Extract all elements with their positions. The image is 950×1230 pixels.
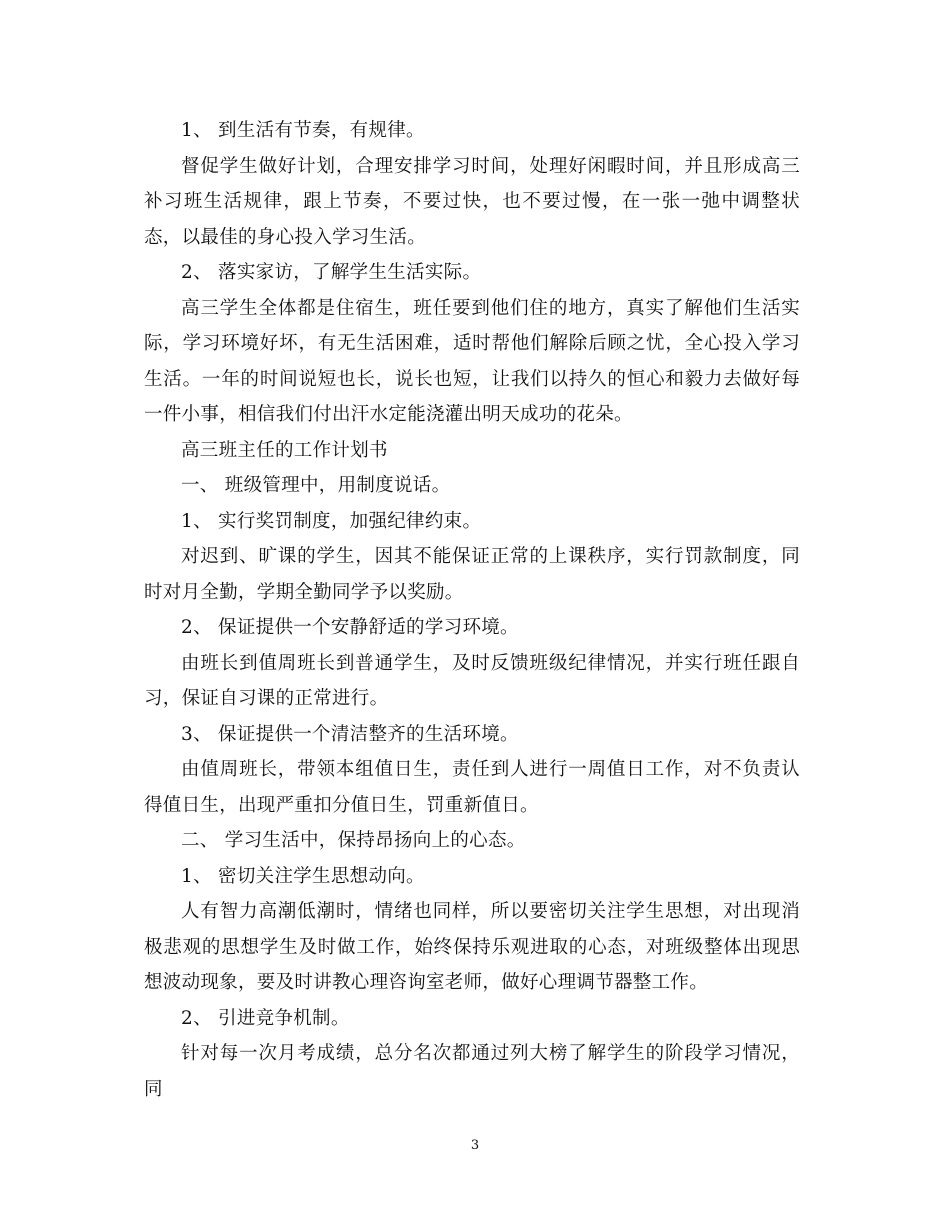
paragraph-1: 1、 到生活有节奏，有规律。 — [181, 120, 425, 141]
paragraph-17: 针对每一次月考成绩，总分名次都通过列大榜了解学生的阶段学习情况，同 — [144, 1043, 800, 1100]
paragraph-11: 3、 保证提供一个清洁整齐的生活环境。 — [181, 723, 519, 745]
paragraph-6: 一、 班级管理中，用制度说话。 — [181, 475, 451, 496]
paragraph-13: 二、 学习生活中，保持昂扬向上的心态。 — [181, 830, 526, 851]
paragraph-12: 由值周班长，带领本组值日生，责任到人进行一周值日工作，对不负责认得值日生，出现严重扣分值日生，罚重新值日。 — [144, 759, 800, 816]
paragraph-3: 2、 落实家访，了解学生生活实际。 — [181, 262, 482, 283]
paragraph-7: 1、 实行奖罚制度，加强纪律约束。 — [181, 510, 482, 532]
paragraph-2: 督促学生做好计划，合理安排学习时间，处理好闲暇时间，并且形成高三补习班生活规律，跟上节奏，不要过快，也不要过慢，在一张一弛中调整状态，以最佳的身心投入学习生活。 — [144, 155, 800, 248]
paragraph-8: 对迟到、旷课的学生，因其不能保证正常的上课秩序，实行罚款制度，同时对月全勤，学期全勤同学予以奖励。 — [144, 546, 800, 603]
paragraph-9: 2、 保证提供一个安静舒适的学习环境。 — [181, 617, 519, 638]
paragraph-10: 由班长到值周班长到普通学生，及时反馈班级纪律情况，并实行班任跟自习，保证自习课的正常进行。 — [144, 652, 800, 709]
document-page — [144, 113, 800, 1107]
paragraph-5: 高三班主任的工作计划书 — [181, 439, 388, 461]
paragraph-15: 人有智力高潮低潮时，情绪也同样，所以要密切关注学生思想，对出现消极悲观的思想学生及时做工作，始终保持乐观进取的心态，对班级整体出现思想波动现象，要及时讲教心理咨询室老师，做好心理调节器整工作。 — [144, 901, 800, 993]
paragraph-4: 高三学生全体都是住宿生，班任要到他们住的地方，真实了解他们生活实际，学习环境好坏，有无生活困难，适时帮他们解除后顾之忧，全心投入学习生活。一年的时间说短也长，说长也短，让我们以持久的恒心和毅力去做好每一件小事，相信我们付出汗水定能浇灌出明天成功的花朵。 — [144, 297, 800, 425]
page-number: 3 — [470, 1138, 480, 1153]
paragraph-16: 2、 引进竞争机制。 — [181, 1007, 350, 1029]
paragraph-14: 1、 密切关注学生思想动向。 — [181, 865, 425, 887]
